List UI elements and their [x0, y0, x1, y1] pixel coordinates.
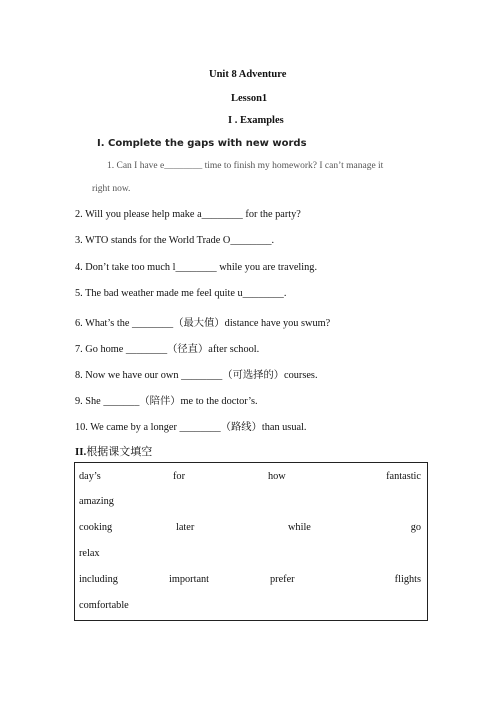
word-bank-row	[79, 522, 421, 536]
word-bank-word: how	[268, 471, 286, 482]
word-bank-word: fantastic	[386, 471, 421, 482]
word-bank-word: later	[176, 522, 195, 533]
question-7: 7. Go home ________（径直）after school.	[75, 344, 260, 355]
section-heading-fill-text	[75, 443, 152, 459]
word-bank-word: prefer	[270, 574, 295, 585]
word-bank-word: relax	[79, 548, 100, 559]
word-bank-word: flights	[394, 574, 421, 585]
lesson-title: Lesson1	[231, 93, 268, 104]
example-line-1: 1. Can I have e________ time to finish my homework? I can’t manage it	[107, 161, 384, 171]
word-bank-word: comfortable	[79, 600, 129, 611]
word-bank-word: amazing	[79, 496, 114, 507]
word-bank-row	[79, 471, 421, 485]
example-line-2: right now.	[92, 184, 131, 194]
question-2: 2. Will you please help make a________ for the party?	[75, 209, 301, 220]
question-5: 5. The bad weather made me feel quite u________.	[75, 288, 287, 299]
word-bank-word: go	[410, 522, 421, 533]
question-10: 10. We came by a longer ________（路线）than usual.	[75, 422, 307, 433]
word-bank-row	[79, 496, 421, 510]
word-bank-row	[79, 574, 421, 588]
unit-title: Unit 8 Adventure	[209, 69, 287, 80]
question-8: 8. Now we have our own ________（可选择的）courses.	[75, 370, 318, 381]
section-number: II.	[75, 446, 87, 458]
word-bank-word: day’s	[79, 471, 101, 482]
question-4: 4. Don’t take too much l________ while you are traveling.	[75, 262, 318, 273]
word-bank-word: including	[79, 574, 118, 585]
word-bank-word: for	[173, 471, 186, 482]
question-6: 6. What’s the ________（最大值）distance have you swum?	[75, 318, 331, 329]
part-heading: I . Examples	[228, 115, 284, 126]
word-bank-word: while	[288, 522, 311, 533]
question-9: 9. She _______（陪伴）me to the doctor’s.	[75, 396, 258, 407]
question-3: 3. WTO stands for the World Trade O________.	[75, 235, 275, 246]
word-bank-word: important	[169, 574, 210, 585]
section-title: 根据课文填空	[86, 446, 153, 458]
word-bank-box	[74, 462, 428, 621]
word-bank-row	[79, 600, 421, 614]
word-bank-word: cooking	[79, 522, 113, 533]
word-bank-row	[79, 548, 421, 562]
section-heading-complete-gaps: I. Complete the gaps with new words	[97, 138, 307, 149]
